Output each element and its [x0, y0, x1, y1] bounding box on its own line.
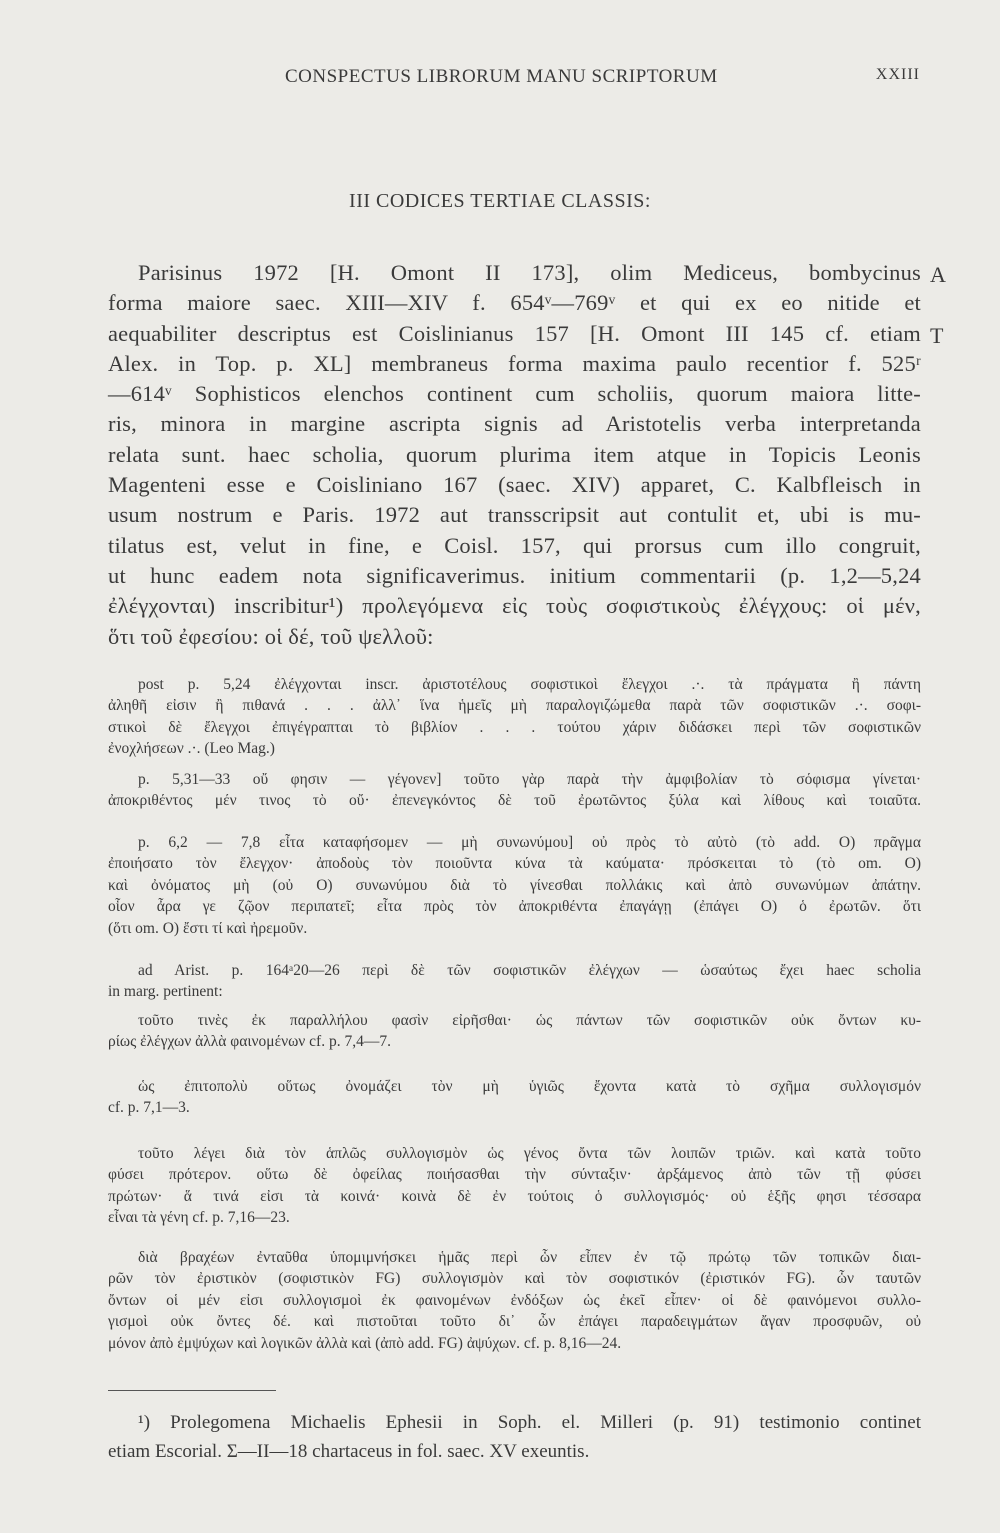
margin-siglum-t: T [930, 323, 944, 348]
running-header [0, 66, 1000, 90]
running-title: CONSPECTUS LIBRORUM MANU SCRIPTORUM [285, 66, 718, 87]
scholion-line: τοῦτο λέγει διὰ τὸν ἁπλῶς συλλογισμὸν ὡς γένος ὄντα τῶν λοιπῶν τριῶν. καὶ κατὰ τοῦτο [138, 1145, 921, 1162]
scholion-line: γισμοὶ οὐκ ὄντες δέ. καὶ πιστοῦται τοῦτο δι᾽ ὧν ἐπάγει παραδειγμάτων ἄγαν προσφυῶν, οὐ [108, 1313, 921, 1331]
margin-siglum-a: A [930, 262, 946, 287]
text-line: relata sunt. haec scholia, quorum plurima item atque in Topicis Leonis [108, 441, 921, 467]
scholion-block [108, 960, 921, 1003]
scholion-line: p. 5,31—33 οὔ φησιν — γέγονεν] τοῦτο γὰρ παρὰ τὴν ἀμφιβολίαν τὸ σόφισμα γίνεται· [138, 771, 921, 788]
scholion-line: διὰ βραχέων ἐνταῦθα ὑπομιμνήσκει ἡμᾶς περὶ ὧν εἶπεν ἐν τῷ πρώτῳ τῶν τοπικῶν διαι- [138, 1249, 921, 1266]
text-line: ut hunc eadem nota significaverimus. initium commentarii (p. 1,2—5,24 [108, 562, 921, 588]
page-number: XXIII [875, 66, 920, 83]
scholion-line: p. 6,2 — 7,8 εἶτα καταφήσομεν — μὴ συνωνύμου] οὐ πρὸς τὸ αὐτὸ (τὸ add. O) πρᾶγμα [138, 834, 921, 851]
text-line: ἐλέγχονται) inscribitur¹) προλεγόμενα εἰς τοὺς σοφιστικοὺς ἐλέγχους: οἱ μέν, [108, 593, 921, 619]
text-line: Alex. in Top. p. XL] membraneus forma maxima paulo recentior f. 525ʳ [108, 350, 921, 376]
scholion-line: ἀποκριθέντος μέν τινος τὸ οὔ· ἐπενεγκόντος δὲ τοῦ ἐρωτῶντος ξύλα καὶ λίθους καὶ τοιαῦτα. [108, 792, 921, 810]
footnote-line: etiam Escorial. Σ—II—18 chartaceus in fol. saec. XV exeuntis. [108, 1441, 590, 1462]
scholion-line: εἶναι τὰ γένη cf. p. 7,16—23. [108, 1209, 290, 1227]
scholion-line: (ὅτι om. O) ἔστι τί καὶ ἠρεμοῦν. [108, 919, 308, 937]
text-line: ὅτι τοῦ ἐφεσίου: οἱ δέ, τοῦ ψελλοῦ: [108, 623, 434, 649]
scholion-line: ὡς ἐπιτοπολὺ οὕτως ὀνομάζει τὸν μὴ ὑγιῶς ἔχοντα κατὰ τὸ σχῆμα συλλογισμόν [138, 1078, 921, 1095]
scholion-line: οἷον ἆρα γε ζῷον περιπατεῖ; εἶτα πρὸς τὸν ἀποκριθέντα ἐπαγάγῃ (ἐπάγει O) ὁ ἐρωτῶν. ὅτι [108, 898, 921, 916]
scholion-block [108, 1076, 921, 1119]
text-line: tilatus est, velut in fine, e Coisl. 157, qui prorsus cum illo congruit, [108, 532, 921, 558]
footnote-line: ¹) Prolegomena Michaelis Ephesii in Soph. el. Milleri (p. 91) testimonio continet [138, 1412, 921, 1433]
scholion-block [108, 832, 921, 939]
main-paragraph [108, 258, 921, 652]
scholion-line: ρίως ἐλέγχων ἀλλὰ φαινομένων cf. p. 7,4—7. [108, 1033, 391, 1051]
scholion-line: cf. p. 7,1—3. [108, 1099, 190, 1117]
section-title: III CODICES TERTIAE CLASSIS: [349, 190, 651, 212]
text-line: —614ᵛ Sophisticos elenchos continent cum scholiis, quorum maiora litte- [108, 381, 921, 407]
scholion-line: ἀληθῆ εἰσιν ἢ πιθανά . . . ἀλλ᾽ ἵνα ἡμεῖς μὴ παραλογιζώμεθα παρὰ τῶν σοφιστικῶν .·. σοφι- [108, 697, 921, 715]
scholion-line: φύσει πρότερον. οὕτω δὲ ὀφείλας ποιήσασθαι τὴν σύνταξιν· ἀρξάμενος ἀπὸ τῶν τῇ φύσει [108, 1166, 921, 1184]
scholion-line: ρῶν τὸν ἐριστικὸν (σοφιστικὸν FG) συλλογισμὸν καὶ τὸν σοφιστικόν (ἐριστικόν FG). ὧν ταυτῶν [108, 1270, 921, 1288]
scholion-line: καὶ ὀνόματος μὴ (οὐ O) συνωνύμου διὰ τὸ γίνεσθαι πολλάκις καὶ ἀπὸ συνωνύμων ἀπάτην. [108, 876, 921, 894]
text-line: ris, minora in margine ascripta signis ad Aristotelis verba interpretanda [108, 411, 921, 437]
scholion-block [108, 1247, 921, 1354]
scholion-line: στικοὶ δὲ ἔλεγχοι ἐπιγέγραπται τὸ βιβλίον . . . τούτου χάριν διδάσκει περὶ τῶν σοφιστικῶν [108, 718, 921, 736]
footnote [108, 1408, 921, 1466]
scholion-line: ἐνοχλήσεων .·. (Leo Mag.) [108, 740, 275, 758]
footnote-rule [108, 1390, 276, 1391]
scholion-line: ὄντων οἱ μέν εἰσι συλλογισμοὶ ἐκ φαινομένων ἐνδόξων ὡς ἐκεῖ εἶπεν· οἱ δὲ φαινόμενοι συλλο- [108, 1291, 921, 1309]
text-line: forma maiore saec. XIII—XIV f. 654ᵛ—769ᵛ et qui ex eo nitide et [108, 290, 921, 316]
text-line: Magenteni esse e Coisliniano 167 (saec. XIV) apparet, C. Kalbfleisch in [108, 472, 921, 498]
scholion-line: πρώτων· ἅ τινά εἰσι τὰ κοινά· κοινὰ δὲ ἐν τούτοις ὁ συλλογισμός· οὐ ἑξῆς φησι τέσσαρα [108, 1187, 921, 1205]
text-line: aequabiliter descriptus est Coislinianus 157 [H. Omont III 145 cf. etiam [108, 320, 921, 346]
text-line: usum nostrum e Paris. 1972 aut transscripsit aut contulit et, ubi is mu- [108, 502, 921, 528]
scholion-block [108, 1010, 921, 1053]
scholion-block [108, 1143, 921, 1229]
text-line: Parisinus 1972 [H. Omont II 173], olim Mediceus, bombycinus [138, 260, 921, 285]
scholion-line: in marg. pertinent: [108, 983, 223, 1001]
scholion-block [108, 674, 921, 760]
scholion-line: ἐποιήσατο τὸν ἔλεγχον· ἀποδοὺς τὸν ποιοῦντα κύνα τὰ καύματα· πρόσκειται τὸ (τὸ om. O) [108, 855, 921, 873]
scholion-line: μόνον ἀπὸ ἐμψύχων καὶ λογικῶν ἀλλὰ καὶ (ἀπὸ add. FG) ἀψύχων. cf. p. 8,16—24. [108, 1334, 622, 1352]
scholion-line: τοῦτο τινὲς ἐκ παραλλήλου φασὶν εἰρῆσθαι· ὡς πάντων τῶν σοφιστικῶν οὐκ ὄντων κυ- [138, 1012, 921, 1029]
scholion-line: post p. 5,24 ἐλέγχονται inscr. ἀριστοτέλους σοφιστικοὶ ἔλεγχοι .·. τὰ πράγματα ἢ πάντη [138, 676, 921, 693]
scholion-line: ad Arist. p. 164ᵃ20—26 περὶ δὲ τῶν σοφιστικῶν ἐλέγχων — ὡσαύτως ἔχει haec scholia [138, 962, 921, 979]
scholion-block [108, 769, 921, 812]
